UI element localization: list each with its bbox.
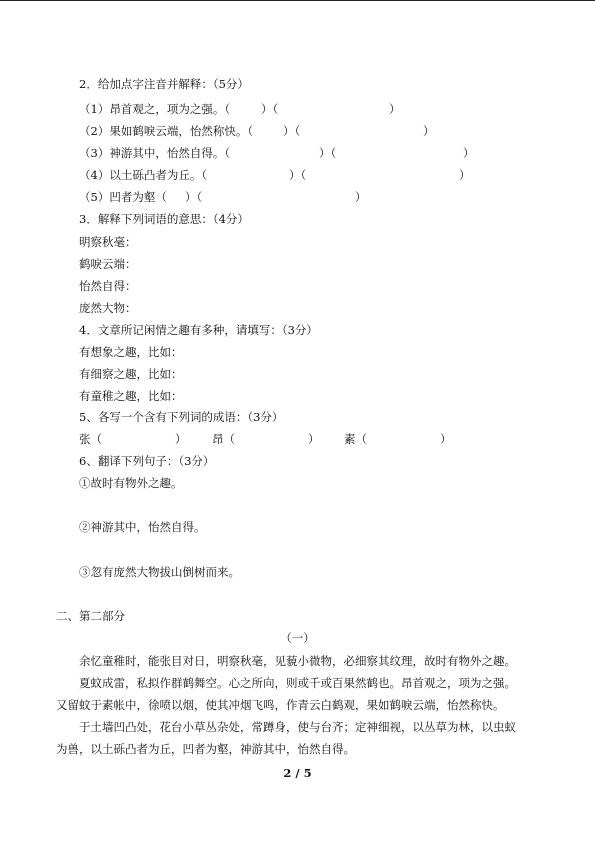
q5-zhang-close: ） [175,432,187,446]
page-number: 2 / 5 [283,766,312,780]
passage-paragraph-3-line-1: 于土墙凹凸处，花台小草丛杂处，常蹲身，使与台齐；定神细视，以丛草为林，以虫蚁 [79,720,516,734]
q3-item-1: 明察秋毫： [79,235,137,249]
passage-paragraph-3-line-2: 为兽，以土砾凸者为丘，凹者为壑，神游其中，怡然自得。 [56,742,355,756]
q2-item-2-mid: ）（ [283,124,301,138]
q2-item-5-text: （5）凹者为壑（ [79,190,167,204]
q3-item-2: 鹤唳云端： [79,257,137,271]
q2-item-2-text: （2）果如鹤唳云端，怡然称快。（ [79,124,254,138]
q6-item-3: ③忽有庞然大物拔山倒树而来。 [79,565,240,579]
q2-item-1-end: ） [389,102,401,116]
q6-title: 6、翻译下列句子：（3分） [79,454,215,468]
q5-ang-close: ） [308,432,320,446]
q2-item-4-text: （4）以土砾凸者为丘。（ [79,168,208,182]
q4-item-1: 有想象之趣，比如： [79,345,183,359]
part2-heading: 二、第二部分 [56,609,125,623]
q5-su-close: ） [440,432,452,446]
passage-paragraph-2-line-2: 又留蚊于素帐中，徐喷以烟，使其冲烟飞鸣，作青云白鹤观，果如鹤唳云端，怡然称快。 [56,698,505,712]
q3-item-3: 怡然自得： [79,279,137,293]
top-rule [0,0,595,1]
q4-title: 4．文章所记闲情之趣有多种，请填写：（3分） [79,323,318,337]
q2-item-1-mid: ）（ [261,102,279,116]
q2-item-4-end: ） [459,168,471,182]
q6-item-2: ②神游其中，怡然自得。 [79,520,206,534]
q4-item-3: 有童稚之趣，比如： [79,389,183,403]
passage-paragraph-1: 余忆童稚时，能张目对日，明察秋毫，见藐小微物，必细察其纹理，故时有物外之趣。 [79,654,516,668]
q2-title: 2．给加点字注音并解释：（5分） [79,77,249,91]
q2-item-2-end: ） [423,124,435,138]
q5-ang-open: 昂（ [212,432,235,446]
q2-item-4-mid: ）（ [289,168,307,182]
q3-title: 3．解释下列词语的意思：（4分） [79,212,249,226]
q2-item-1-text: （1）昂首观之，项为之强。（ [79,102,231,116]
q4-item-2: 有细察之趣，比如： [79,367,183,381]
q5-zhang-open: 张（ [79,432,102,446]
part2-subheading: （一） [280,631,315,645]
q3-item-4: 庞然大物： [79,301,137,315]
q2-item-5-end: ） [355,190,367,204]
q2-item-3-mid: ）（ [319,146,337,160]
q2-item-5-mid: ）（ [185,190,203,204]
q6-item-1: ①故时有物外之趣。 [79,476,183,490]
q2-item-3-end: ） [463,146,475,160]
q5-su-open: 素（ [344,432,367,446]
q2-item-3-text: （3）神游其中，怡然自得。（ [79,146,231,160]
q5-title: 5、各写一个含有下列词的成语：（3分） [79,410,284,424]
passage-paragraph-2-line-1: 夏蚊成雷，私拟作群鹤舞空。心之所向，则或千或百果然鹤也。昂首观之，项为之强。 [79,676,516,690]
